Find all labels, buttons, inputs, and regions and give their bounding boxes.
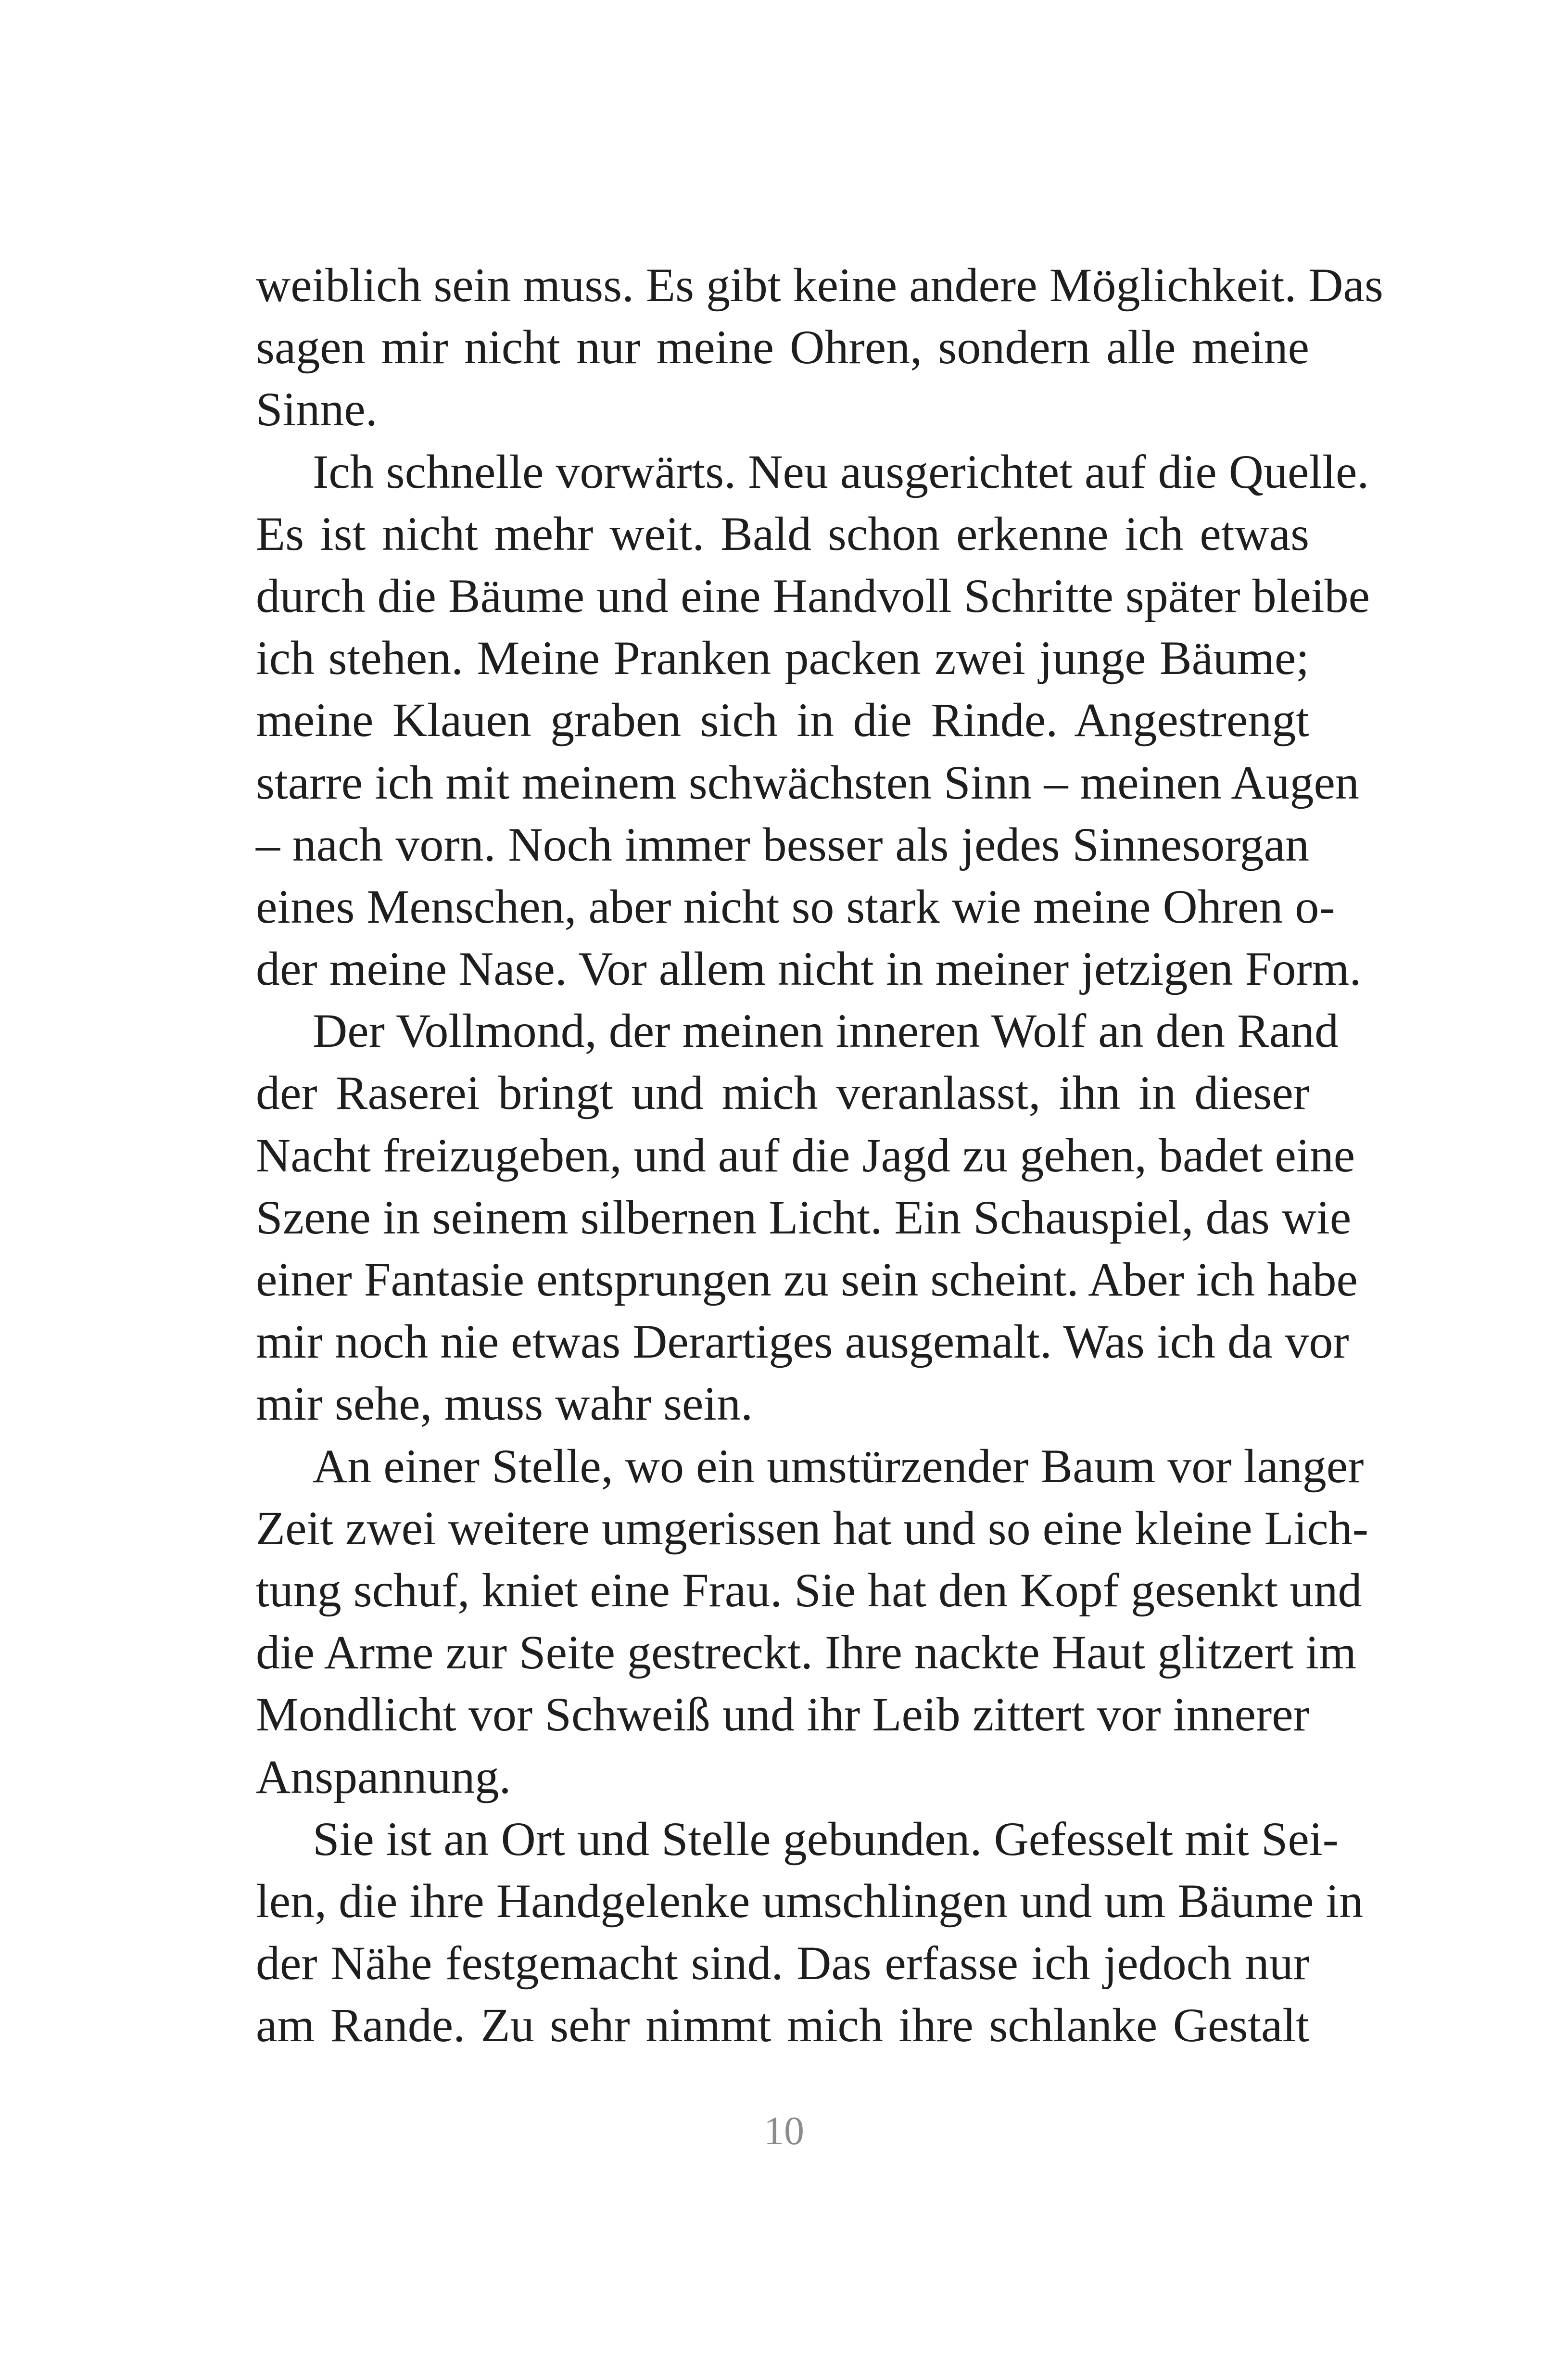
text-line: der Raserei bringt und mich veranlasst, ihn in dieser [256, 1066, 1309, 1120]
text-line: durch die Bäume und eine Handvoll Schritte später bleibe [256, 569, 1370, 623]
text-line: Der Vollmond, der meinen inneren Wolf an den Rand [313, 1004, 1339, 1058]
page-number: 10 [764, 2109, 804, 2153]
text-line: eines Menschen, aber nicht so stark wie meine Ohren o- [256, 879, 1335, 933]
text-line: ich stehen. Meine Pranken packen zwei junge Bäume; [256, 631, 1309, 685]
text-line: am Rande. Zu sehr nimmt mich ihre schlanke Gestalt [256, 1998, 1309, 2052]
text-line: Anspannung. [256, 1750, 511, 1804]
text-line: der Nähe festgemacht sind. Das erfasse ich jedoch nur [256, 1936, 1309, 1990]
text-line: – nach vorn. Noch immer besser als jedes Sinnesorgan [256, 817, 1309, 871]
text-line: Ich schnelle vorwärts. Neu ausgerichtet auf die Quelle. [313, 445, 1369, 498]
text-line: meine Klauen graben sich in die Rinde. Angestrengt [256, 693, 1309, 747]
text-line: starre ich mit meinem schwächsten Sinn – meinen Augen [256, 755, 1359, 809]
text-line: An einer Stelle, wo ein umstürzender Baum vor langer [313, 1439, 1364, 1493]
text-line: Sinne. [256, 382, 378, 436]
body-text [256, 254, 1383, 2056]
text-line: Szene in seinem silbernen Licht. Ein Schauspiel, das wie [256, 1190, 1352, 1244]
text-line: Nacht freizugeben, und auf die Jagd zu gehen, badet eine [256, 1128, 1355, 1182]
text-line: Zeit zwei weitere umgerissen hat und so eine kleine Lich- [256, 1501, 1369, 1555]
text-line: die Arme zur Seite gestreckt. Ihre nackte Haut glitzert im [256, 1626, 1356, 1679]
text-line: Es ist nicht mehr weit. Bald schon erkenne ich etwas [256, 507, 1309, 560]
text-line: sagen mir nicht nur meine Ohren, sondern alle meine [256, 320, 1309, 374]
text-line: Mondlicht vor Schweiß und ihr Leib zittert vor innerer [256, 1688, 1309, 1741]
text-line: mir noch nie etwas Derartiges ausgemalt. Was ich da vor [256, 1315, 1349, 1369]
text-line: mir sehe, muss wahr sein. [256, 1377, 753, 1431]
text-line: len, die ihre Handgelenke umschlingen und um Bäume in [256, 1874, 1364, 1928]
text-line: weiblich sein muss. Es gibt keine andere Möglichkeit. Das [256, 258, 1383, 312]
text-line: der meine Nase. Vor allem nicht in meiner jetzigen Form. [256, 942, 1362, 996]
text-line: einer Fantasie entsprungen zu sein scheint. Aber ich habe [256, 1253, 1358, 1306]
text-line: Sie ist an Ort und Stelle gebunden. Gefesselt mit Sei- [313, 1812, 1339, 1866]
text-line: tung schuf, kniet eine Frau. Sie hat den Kopf gesenkt und [256, 1563, 1362, 1617]
